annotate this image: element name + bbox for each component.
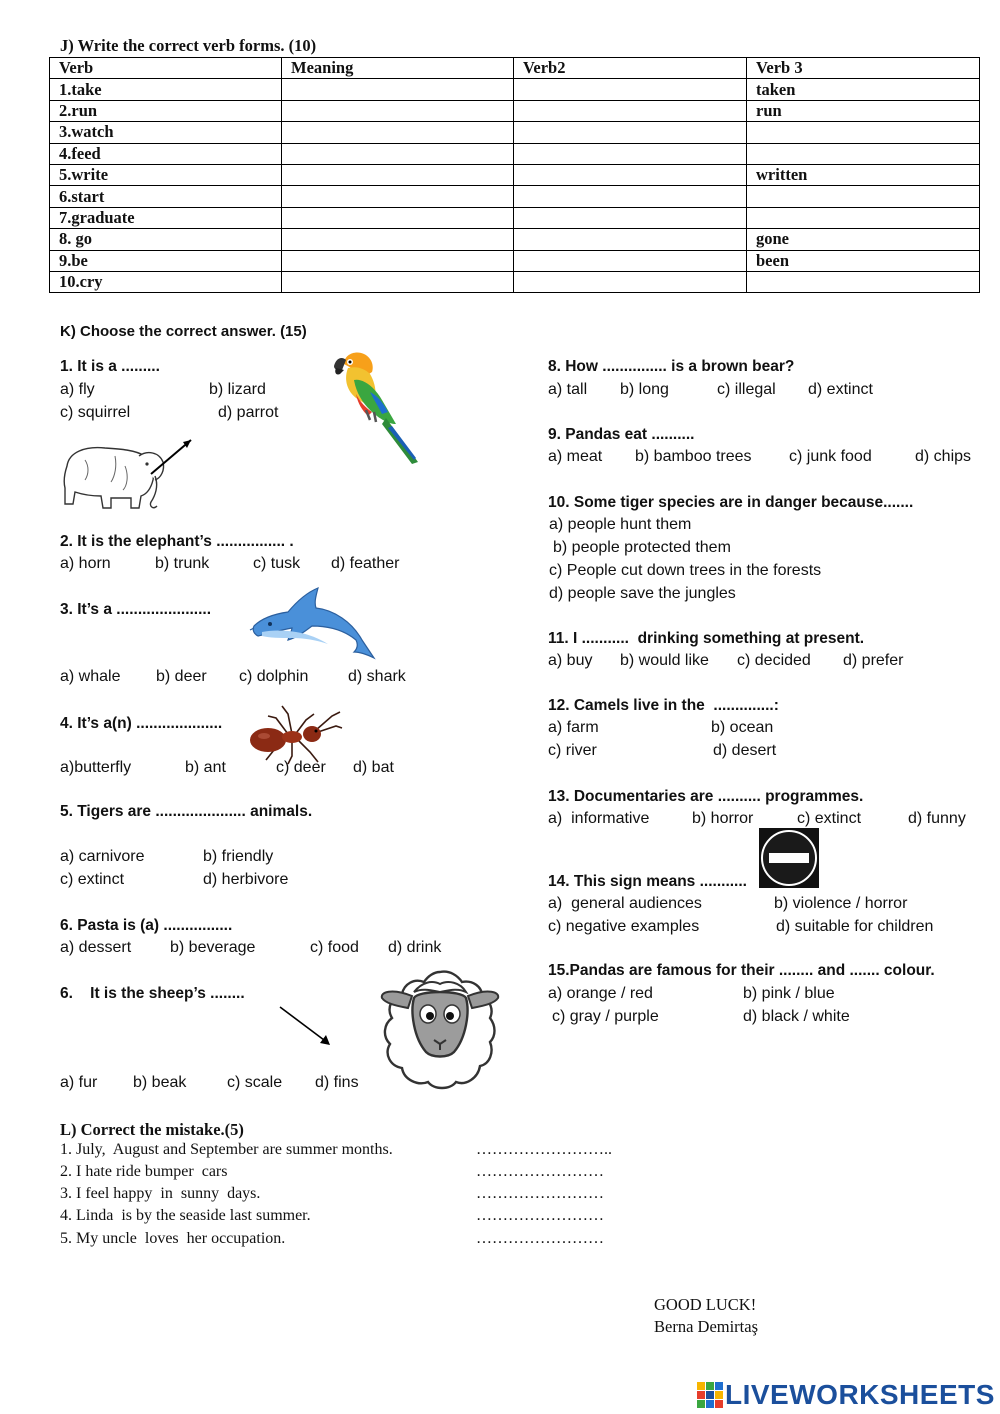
q3-option-b[interactable]: b) deer — [156, 668, 207, 685]
question-2: 2. It is the elephant’s ................ . — [60, 533, 294, 550]
table-row — [50, 122, 980, 143]
table-row — [50, 79, 980, 100]
meaning-cell[interactable] — [282, 271, 514, 292]
meaning-cell[interactable] — [282, 79, 514, 100]
q6b-option-a[interactable]: a) fur — [60, 1074, 98, 1091]
verb3-cell: taken — [747, 79, 980, 100]
verb2-cell[interactable] — [514, 79, 747, 100]
verb-cell: 3.watch — [50, 122, 282, 143]
q6b-option-c[interactable]: c) scale — [227, 1074, 283, 1091]
q10-option-a[interactable]: a) people hunt them — [549, 516, 692, 533]
verb-cell: 2.run — [50, 100, 282, 121]
q6-option-b[interactable]: b) beverage — [170, 939, 256, 956]
verb-cell: 8. go — [50, 229, 282, 250]
meaning-cell[interactable] — [282, 186, 514, 207]
question-14: 14. This sign means ........... — [548, 873, 747, 890]
table-row — [50, 250, 980, 271]
header-verb3: Verb 3 — [747, 58, 980, 79]
q3-option-c[interactable]: c) dolphin — [239, 668, 309, 685]
q1-option-d[interactable]: d) parrot — [218, 404, 279, 421]
question-15: 15.Pandas are famous for their ........ and ....... colour. — [548, 962, 935, 979]
logo-text: LIVEWORKSHEETS — [725, 1379, 995, 1410]
ant-icon — [248, 700, 343, 766]
sheep-icon — [378, 968, 502, 1092]
mistake-item-3: 3. I feel happy in sunny days. — [60, 1185, 261, 1202]
verb-cell: 9.be — [50, 250, 282, 271]
header-verb2: Verb2 — [514, 58, 747, 79]
meaning-cell[interactable] — [282, 207, 514, 228]
mistake-item-1: 1. July, August and September are summer months. — [60, 1141, 393, 1158]
q13-option-b[interactable]: b) horror — [692, 810, 754, 827]
verb3-cell[interactable] — [747, 143, 980, 164]
logo-grid-icon — [697, 1382, 723, 1408]
no-entry-sign-icon — [759, 828, 819, 888]
question-9: 9. Pandas eat .......... — [548, 426, 695, 443]
table-header-row — [50, 58, 980, 79]
meaning-cell[interactable] — [282, 229, 514, 250]
verb-forms-table — [49, 57, 980, 293]
q6-option-a[interactable]: a) dessert — [60, 939, 132, 956]
q8-option-d[interactable]: d) extinct — [808, 381, 873, 398]
question-6: 6. Pasta is (a) ................ — [60, 917, 233, 934]
header-verb: Verb — [50, 58, 282, 79]
answer-line-1[interactable]: …………………….. — [476, 1141, 612, 1158]
q13-option-d[interactable]: d) funny — [908, 810, 966, 827]
q1-option-c[interactable]: c) squirrel — [60, 404, 131, 421]
mistake-item-4: 4. Linda is by the seaside last summer. — [60, 1207, 311, 1224]
q8-option-a[interactable]: a) tall — [548, 381, 588, 398]
q13-option-a[interactable]: a) informative — [548, 810, 650, 827]
verb3-cell: written — [747, 164, 980, 185]
q8-option-b[interactable]: b) long — [620, 381, 669, 398]
dolphin-icon — [248, 582, 376, 666]
q2-option-a[interactable]: a) horn — [60, 555, 111, 572]
q4-option-a[interactable]: a)butterfly — [60, 759, 132, 776]
table-row — [50, 100, 980, 121]
mistake-item-2: 2. I hate ride bumper cars — [60, 1163, 228, 1180]
q14-option-d[interactable]: d) suitable for children — [776, 918, 934, 935]
verb-cell: 10.cry — [50, 271, 282, 292]
verb2-cell[interactable] — [514, 143, 747, 164]
question-10: 10. Some tiger species are in danger because....... — [548, 494, 914, 511]
question-3: 3. It’s a ...................... — [60, 601, 212, 618]
q4-option-b[interactable]: b) ant — [185, 759, 226, 776]
liveworksheets-logo — [697, 1378, 995, 1412]
section-j-title: J) Write the correct verb forms. (10) — [60, 36, 317, 55]
good-luck-text: GOOD LUCK! — [654, 1295, 757, 1314]
q15-option-c[interactable]: c) gray / purple — [552, 1008, 659, 1025]
answer-line-3[interactable]: …………………… — [476, 1185, 604, 1202]
verb-cell: 5.write — [50, 164, 282, 185]
q6-option-d[interactable]: d) drink — [388, 939, 442, 956]
q9-option-b[interactable]: b) bamboo trees — [635, 448, 752, 465]
table-row — [50, 143, 980, 164]
q12-option-a[interactable]: a) farm — [548, 719, 599, 736]
q12-option-c[interactable]: c) river — [548, 742, 597, 759]
q6b-option-d[interactable]: d) fins — [315, 1074, 359, 1091]
q15-option-a[interactable]: a) orange / red — [548, 985, 653, 1002]
author-name: Berna Demirtaş — [654, 1317, 759, 1336]
q8-option-c[interactable]: c) illegal — [717, 381, 776, 398]
q9-option-a[interactable]: a) meat — [548, 448, 603, 465]
table-row — [50, 186, 980, 207]
q14-option-a[interactable]: a) general audiences — [548, 895, 702, 912]
q12-option-b[interactable]: b) ocean — [711, 719, 774, 736]
verb-cell: 6.start — [50, 186, 282, 207]
q5-option-b[interactable]: b) friendly — [203, 848, 274, 865]
verb2-cell[interactable] — [514, 186, 747, 207]
q5-option-d[interactable]: d) herbivore — [203, 871, 289, 888]
elephant-icon — [55, 436, 195, 516]
verb2-cell[interactable] — [514, 122, 747, 143]
question-1: 1. It is a ......... — [60, 358, 160, 375]
question-5: 5. Tigers are ..................... animals. — [60, 803, 313, 820]
meaning-cell[interactable] — [282, 250, 514, 271]
section-k-title: K) Choose the correct answer. (15) — [60, 323, 307, 340]
q6b-option-b[interactable]: b) beak — [133, 1074, 187, 1091]
verb2-cell[interactable] — [514, 229, 747, 250]
q2-option-b[interactable]: b) trunk — [155, 555, 210, 572]
question-6-sheep: 6. It is the sheep’s ........ — [60, 985, 245, 1002]
verb2-cell[interactable] — [514, 164, 747, 185]
verb3-cell[interactable] — [747, 207, 980, 228]
q1-option-a[interactable]: a) fly — [60, 381, 95, 398]
table-row — [50, 207, 980, 228]
q11-option-a[interactable]: a) buy — [548, 652, 593, 669]
q1-option-b[interactable]: b) lizard — [209, 381, 266, 398]
parrot-icon — [326, 348, 422, 466]
q2-option-d[interactable]: d) feather — [331, 555, 400, 572]
question-12: 12. Camels live in the ..............: — [548, 697, 779, 714]
table-row — [50, 229, 980, 250]
table-row — [50, 271, 980, 292]
meaning-cell[interactable] — [282, 122, 514, 143]
section-l-title: L) Correct the mistake.(5) — [60, 1120, 244, 1139]
q2-option-c[interactable]: c) tusk — [253, 555, 301, 572]
verb3-cell[interactable] — [747, 186, 980, 207]
verb-cell: 4.feed — [50, 143, 282, 164]
q11-option-c[interactable]: c) decided — [737, 652, 811, 669]
verb2-cell[interactable] — [514, 207, 747, 228]
q6-option-c[interactable]: c) food — [310, 939, 359, 956]
q14-option-c[interactable]: c) negative examples — [548, 918, 700, 935]
q3-option-d[interactable]: d) shark — [348, 668, 406, 685]
question-8: 8. How ............... is a brown bear? — [548, 358, 795, 375]
q13-option-c[interactable]: c) extinct — [797, 810, 862, 827]
arrow-icon — [276, 1003, 336, 1049]
q14-option-b[interactable]: b) violence / horror — [774, 895, 908, 912]
q10-option-b[interactable]: b) people protected them — [553, 539, 731, 556]
verb-cell: 1.take — [50, 79, 282, 100]
q12-option-d[interactable]: d) desert — [713, 742, 777, 759]
meaning-cell[interactable] — [282, 143, 514, 164]
q5-option-a[interactable]: a) carnivore — [60, 848, 145, 865]
question-11: 11. I ........... drinking something at present. — [548, 630, 865, 647]
header-meaning: Meaning — [282, 58, 514, 79]
verb3-cell[interactable] — [747, 122, 980, 143]
mistake-item-5: 5. My uncle loves her occupation. — [60, 1230, 286, 1247]
verb3-cell: gone — [747, 229, 980, 250]
q4-option-c[interactable]: c) deer — [276, 759, 326, 776]
meaning-cell[interactable] — [282, 164, 514, 185]
q10-option-d[interactable]: d) people save the jungles — [549, 585, 736, 602]
q15-option-b[interactable]: b) pink / blue — [743, 985, 835, 1002]
q11-option-d[interactable]: d) prefer — [843, 652, 904, 669]
verb2-cell[interactable] — [514, 271, 747, 292]
question-13: 13. Documentaries are .......... programmes. — [548, 788, 864, 805]
verb-cell: 7.graduate — [50, 207, 282, 228]
verb2-cell[interactable] — [514, 250, 747, 271]
q11-option-b[interactable]: b) would like — [620, 652, 709, 669]
q9-option-c[interactable]: c) junk food — [789, 448, 872, 465]
answer-line-2[interactable]: …………………… — [476, 1163, 604, 1180]
answer-line-4[interactable]: …………………… — [476, 1207, 604, 1224]
q4-option-d[interactable]: d) bat — [353, 759, 394, 776]
answer-line-5[interactable]: …………………… — [476, 1230, 604, 1247]
verb3-cell: run — [747, 100, 980, 121]
q15-option-d[interactable]: d) black / white — [743, 1008, 850, 1025]
verb3-cell[interactable] — [747, 271, 980, 292]
table-row — [50, 164, 980, 185]
q5-option-c[interactable]: c) extinct — [60, 871, 125, 888]
q9-option-d[interactable]: d) chips — [915, 448, 972, 465]
question-4: 4. It’s a(n) .................... — [60, 715, 223, 732]
verb3-cell: been — [747, 250, 980, 271]
q3-option-a[interactable]: a) whale — [60, 668, 121, 685]
verb2-cell[interactable] — [514, 100, 747, 121]
q10-option-c[interactable]: c) People cut down trees in the forests — [549, 562, 822, 579]
meaning-cell[interactable] — [282, 100, 514, 121]
